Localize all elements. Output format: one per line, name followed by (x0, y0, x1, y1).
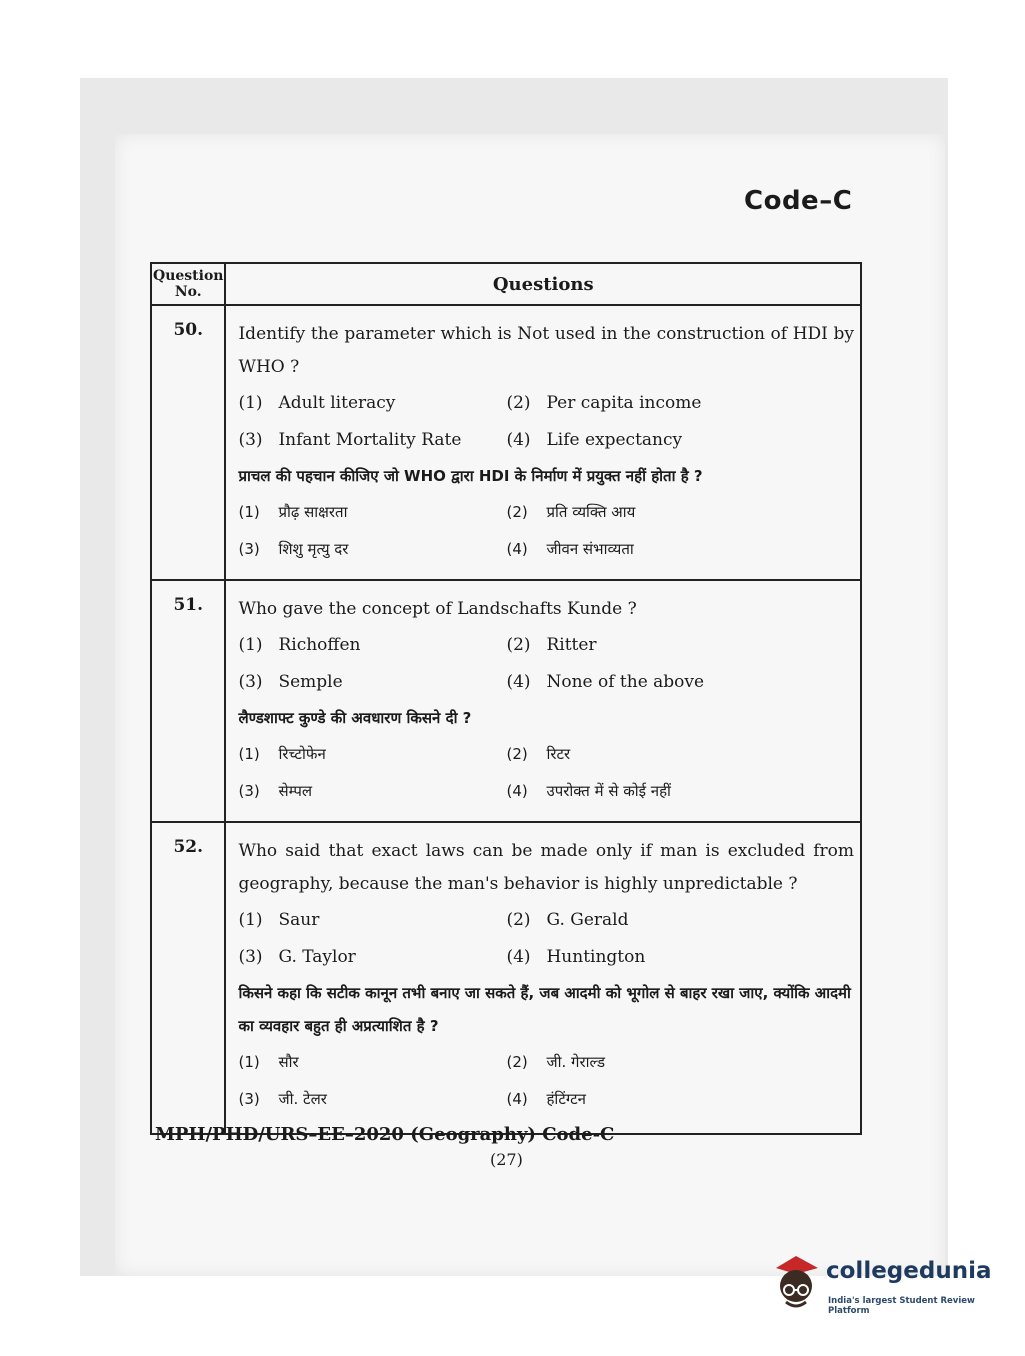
option-text: सेम्पल (278, 782, 313, 800)
option-number: (1) (238, 745, 260, 763)
option-text: Ritter (546, 635, 597, 655)
options-en (238, 904, 854, 974)
footer-code-line: MPH/PHD/URS–EE–2020 (Geography) Code-C (155, 1124, 615, 1145)
option-number: (4) (506, 672, 531, 692)
question-text-en: Who said that exact laws can be made only if man is excluded from geography, because the man's behavior is highly unpredictable ? (238, 841, 854, 894)
question-number: 51. (151, 580, 225, 822)
option-text: Semple (278, 672, 343, 692)
option-number: (3) (238, 430, 263, 450)
question-body (225, 822, 861, 1134)
option-text: Adult literacy (278, 393, 396, 413)
option (506, 533, 854, 566)
question-no-header: Question No. (151, 263, 225, 305)
option (238, 941, 506, 974)
option-number: (1) (238, 1053, 260, 1071)
question-body (225, 305, 861, 580)
option (506, 629, 854, 662)
option-number: (4) (506, 1090, 528, 1108)
option-text: रिटर (546, 745, 571, 763)
option-number: (3) (238, 1090, 260, 1108)
option (238, 533, 506, 566)
questions-header: Questions (225, 263, 861, 305)
option (238, 629, 506, 662)
option (506, 904, 854, 937)
option-text: Huntington (546, 947, 646, 967)
options-en (238, 629, 854, 699)
option-number: (2) (506, 745, 528, 763)
option-text: उपरोक्त में से कोई नहीं (546, 782, 671, 800)
option (506, 1046, 854, 1079)
option (506, 1083, 854, 1116)
option (506, 424, 854, 457)
questions-table (150, 262, 862, 1135)
option-number: (3) (238, 782, 260, 800)
option (238, 738, 506, 771)
options-hi (238, 738, 854, 808)
question-text-hi: किसने कहा कि सटीक कानून तभी बनाए जा सकते हैं, जब आदमी को भूगोल से बाहर रखा जाए, क्योंकि आदमी का व्यवहार बहुत ही अप्रत्याशित है ? (238, 984, 851, 1035)
option (506, 775, 854, 808)
option-number: (2) (506, 503, 528, 521)
question-number: 52. (151, 822, 225, 1134)
option-number: (2) (506, 635, 531, 655)
option-number: (4) (506, 430, 531, 450)
option-number: (4) (506, 782, 528, 800)
option-text: शिशु मृत्यु दर (278, 540, 349, 558)
options-en (238, 387, 854, 457)
option-number: (2) (506, 910, 531, 930)
option-number: (3) (238, 540, 260, 558)
option-number: (2) (506, 1053, 528, 1071)
option (238, 496, 506, 529)
page-number: (27) (490, 1150, 523, 1169)
brand-name: collegedunia (826, 1258, 992, 1284)
question-row (151, 822, 861, 1134)
mascot-icon (768, 1250, 824, 1320)
option-number: (1) (238, 393, 263, 413)
option-text: सौर (278, 1053, 299, 1071)
question-text-hi: लैण्डशाफ्ट कुण्डे की अवधारण किसने दी ? (238, 709, 472, 727)
option-text: जी. गेराल्ड (546, 1053, 606, 1071)
option-text: Infant Mortality Rate (278, 430, 462, 450)
question-body (225, 580, 861, 822)
option-text: Richoffen (278, 635, 361, 655)
option-text: Life expectancy (546, 430, 683, 450)
option-text: None of the above (546, 672, 705, 692)
table-header-row (151, 263, 861, 305)
options-hi (238, 496, 854, 566)
option-number: (1) (238, 635, 263, 655)
option (506, 738, 854, 771)
option-number: (4) (506, 947, 531, 967)
option (238, 387, 506, 420)
option-number: (3) (238, 672, 263, 692)
option (506, 666, 854, 699)
option (238, 666, 506, 699)
question-row (151, 305, 861, 580)
option (506, 496, 854, 529)
option-text: हंटिंग्टन (546, 1090, 586, 1108)
option-text: प्रौढ़ साक्षरता (278, 503, 348, 521)
option (238, 775, 506, 808)
option-text: Saur (278, 910, 320, 930)
collegedunia-logo (768, 1250, 998, 1330)
option-number: (2) (506, 393, 531, 413)
option-number: (4) (506, 540, 528, 558)
option-text: जी. टेलर (278, 1090, 327, 1108)
code-label: Code–C (744, 186, 853, 216)
option-text: प्रति व्यक्ति आय (546, 503, 636, 521)
option-number: (3) (238, 947, 263, 967)
question-row (151, 580, 861, 822)
option (238, 1083, 506, 1116)
question-number: 50. (151, 305, 225, 580)
option-text: Per capita income (546, 393, 702, 413)
option (238, 904, 506, 937)
question-text-hi: प्राचल की पहचान कीजिए जो WHO द्वारा HDI के निर्माण में प्रयुक्त नहीं होता है ? (238, 467, 703, 485)
option (238, 424, 506, 457)
question-text-en: Who gave the concept of Landschafts Kunde ? (238, 599, 637, 619)
options-hi (238, 1046, 854, 1116)
option (238, 1046, 506, 1079)
option-text: जीवन संभाव्यता (546, 540, 634, 558)
brand-tagline: India's largest Student Review Platform (828, 1296, 975, 1316)
option-text: रिच्टोफेन (278, 745, 326, 763)
option (506, 941, 854, 974)
option-number: (1) (238, 910, 263, 930)
option-number: (1) (238, 503, 260, 521)
question-text-en: Identify the parameter which is Not used in the construction of HDI by WHO ? (238, 324, 854, 377)
option-text: G. Gerald (546, 910, 629, 930)
option (506, 387, 854, 420)
option-text: G. Taylor (278, 947, 356, 967)
